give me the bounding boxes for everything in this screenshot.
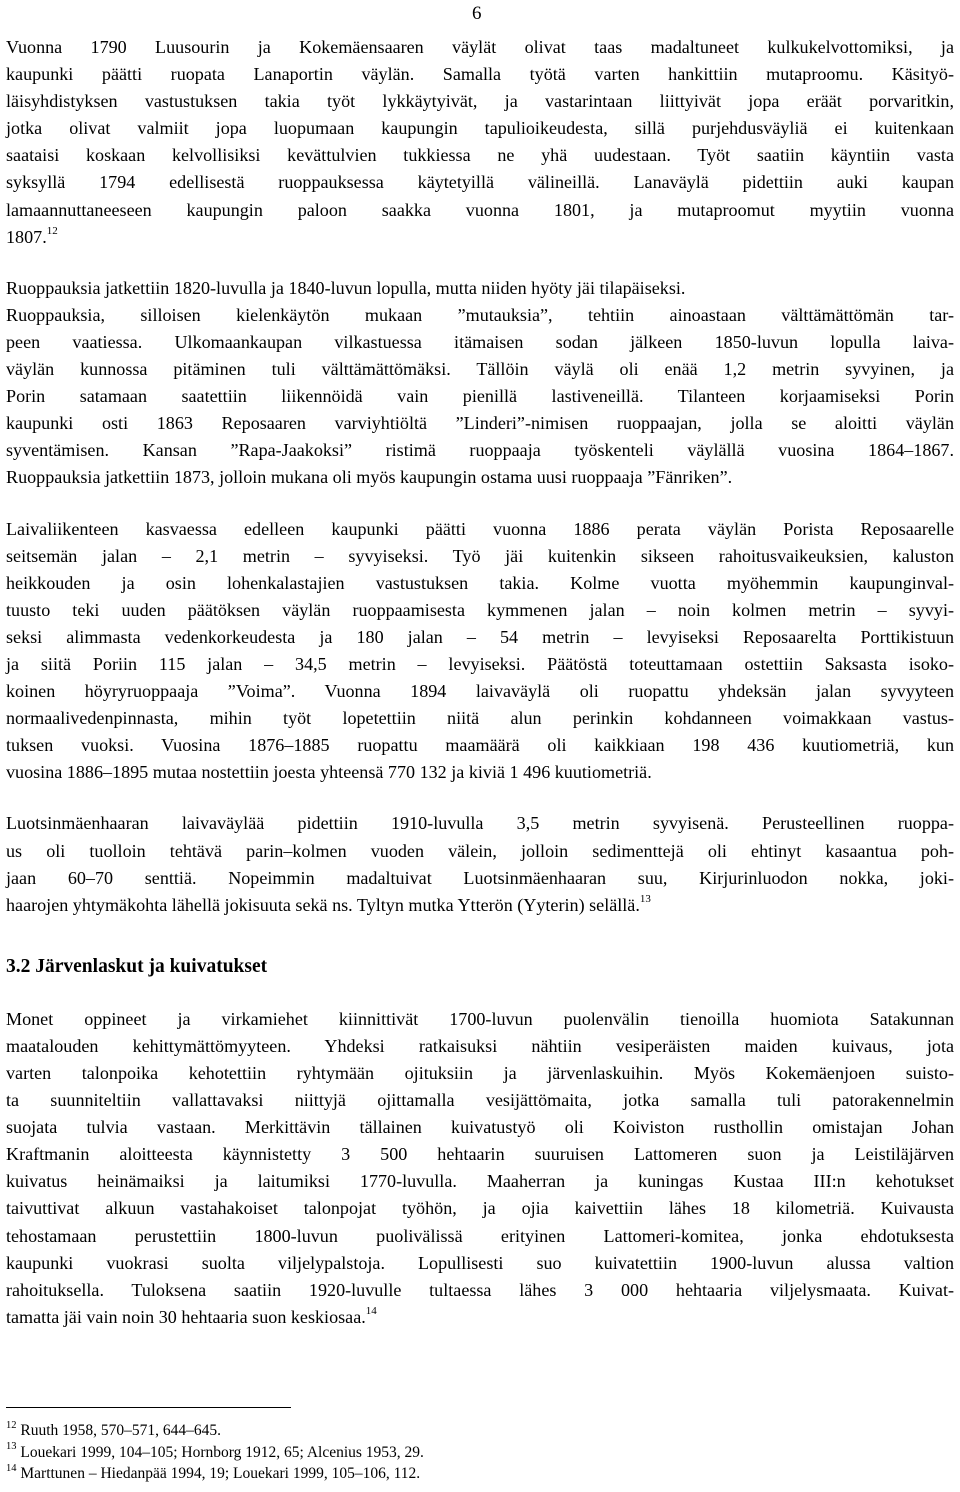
paragraph xyxy=(6,516,954,787)
text-line-last xyxy=(6,224,954,251)
text-line: kaupunki vuokrasi suolta viljelypalstoja. Lopullisesti suo kuivatettiin 1900-luvun alussa valtion xyxy=(6,1252,954,1273)
text-line-last xyxy=(6,892,954,919)
footnote xyxy=(6,1442,424,1464)
text-line: seksi alimmasta vedenkorkeudesta ja 180 jalan – 54 metrin – levyiseksi Reposaarelta Porttikistuun xyxy=(6,626,954,647)
footnote-text: Louekari 1999, 104–105; Hornborg 1912, 65; Alcenius 1953, 29. xyxy=(20,1443,424,1461)
footnote-text: Ruuth 1958, 570–571, 644–645. xyxy=(20,1422,222,1439)
footnote-number: 12 xyxy=(6,1419,17,1431)
text-line: koinen höyryruoppaaja ”Voima”. Vuonna 1894 laivaväylä oli ruopattu yhdeksän jalan syvyyteen xyxy=(6,681,954,702)
text-line: tehostamaan perustettiin 1800-luvun puolivälissä erityinen Lattomeri-komitea, jonka ehdotuksesta xyxy=(6,1225,954,1246)
text-line: ja siitä Poriin 115 jalan – 34,5 metrin – levyiseksi. Päätöstä toteuttamaan ostettiin Saksasta isoko- xyxy=(6,653,954,674)
text-line: Kraftmanin aloitteesta käynnistetty 3 500 hehtaarin suuruisen Lattomeren suon ja Leistiläjärven xyxy=(6,1144,954,1165)
text-line: Porin satamaan saatettiin liikennöidä vain pienillä lastiveneillä. Tilanteen korjaamiseksi Porin xyxy=(6,386,954,407)
page-number: 6 xyxy=(472,3,482,24)
text-line: syventämisen. Kansan ”Rapa-Jaakoksi” ristimä ruoppaaja työskenteli väylällä vuosina 1864–1867. xyxy=(6,440,954,461)
footnotes xyxy=(6,1420,424,1485)
paragraph xyxy=(6,1006,954,1331)
footnote-separator xyxy=(6,1407,291,1408)
footnote-reference[interactable]: 12 xyxy=(46,224,58,237)
footnote-reference[interactable]: 13 xyxy=(639,892,651,905)
text-line: Vuonna 1790 Luusourin ja Kokemäensaaren väylät olivat taas madaltuneet kulkukelvottomiksi, ja xyxy=(6,37,954,57)
text-line: kaupunki päätti ruopata Lanaportin väylän. Samalla työtä varten hankittiin mutaproomu. Käsityö- xyxy=(6,64,954,85)
text-line: tuusto teki uuden päätöksen väylän ruoppaamisesta kymmenen jalan – noin kolmen metrin – syvyi- xyxy=(6,599,954,620)
text-line: varten talonpoika kehotettiin ryhtymään ojituksiin ja järvenlaskuihin. Myös Kokemäenjoen suisto- xyxy=(6,1063,954,1083)
text-line: kaupunki osti 1863 Reposaaren varviyhtiöltä ”Linderi”-nimisen ruoppaajan, jolla se aloitti väylän xyxy=(6,413,954,434)
footnote-number: 14 xyxy=(6,1462,17,1474)
footnote xyxy=(6,1463,424,1485)
text-line: Laivaliikenteen kasvaessa edelleen kaupunki päätti vuonna 1886 perata väylän Porista Reposaarelle xyxy=(6,518,954,539)
text-line: us oli tuolloin tehtävä parin–kolmen vuoden välein, jolloin sedimenttejä oli ehtinyt kasaantua poh- xyxy=(6,840,954,861)
text-line: jaan 60–70 senttiä. Nopeimmin madaltuivat Luotsinmäenhaaran suu, Kirjurinluodon nokka, joki- xyxy=(6,867,954,888)
body-text xyxy=(6,34,954,1331)
paragraph xyxy=(6,275,954,492)
text-line-last xyxy=(6,1304,954,1331)
text-line: kuivatus heinämaiksi ja laitumiksi 1770-luvulla. Maaherran ja kuningas Kustaa III:n kehotukset xyxy=(6,1171,954,1192)
text-line: rahoituksella. Tuloksena saatiin 1920-luvulle tultaessa lähes 3 000 hehtaaria viljelysmaata. Kuivat- xyxy=(6,1279,954,1300)
text-line: väylän kunnossa pitäminen tuli välttämättömäksi. Tällöin väylä oli enää 1,2 metrin syvyinen, ja xyxy=(6,359,954,380)
text-line: heikkouden ja osin lohenkalastajien vastustuksen takia. Kolme vuotta myöhemmin kaupunginval- xyxy=(6,572,954,593)
text-line: Ruoppauksia jatkettiin 1820-luvulla ja 1840-luvun lopulla, mutta niiden hyöty jäi tilapäiseksi. xyxy=(6,277,686,298)
text-line: 1807. xyxy=(6,226,47,247)
footnote-text: Marttunen – Hiedanpää 1994, 19; Louekari 1999, 105–106, 112. xyxy=(20,1465,421,1482)
text-line: normaalivedenpinnasta, mihin työt lopetettiin niitä alun perinkin kohdanneen voimakkaan vastus- xyxy=(6,708,954,729)
text-line: haarojen yhtymäkohta lähellä jokisuuta sekä ns. Tyltyn mutka Ytterön (Yyterin) selällä. xyxy=(6,894,640,915)
paragraph xyxy=(6,810,954,918)
text-line: suojata tulvia vastaan. Merkittävin tällainen kuivatustyö oli Koiviston rusthollin omistajan Johan xyxy=(6,1117,954,1138)
text-line: Ruoppauksia, silloisen kielenkäytön mukaan ”mutauksia”, tehtiin ainoastaan välttämättömän tar- xyxy=(6,304,954,325)
text-line: tamatta jäi vain noin 30 hehtaaria suon keskiosaa. xyxy=(6,1306,366,1327)
text-line: jotka olivat valmiit jopa luopumaan kaupungin tapulioikeudesta, sillä purjehdusväyliä ei kuitenkaan xyxy=(6,118,954,139)
text-line: ta suunniteltiin vallattavaksi niittyjä ojittamalla vesijättömaita, jotka samalla tuli patorakennelmin xyxy=(6,1090,954,1111)
text-line: maatalouden kehittymättömyyteen. Yhdeksi ratkaisuksi nähtiin vesiperäisten maiden kuivaus, jota xyxy=(6,1035,954,1056)
text-line: läisyhdistyksen vastustuksen takia työt lykkäytyivät, ja vastarintaan liittyivät jopa eräät porvaritkin, xyxy=(6,91,954,112)
footnote xyxy=(6,1420,424,1442)
text-line: saataisi koskaan kelvollisiksi kevättulvien tukkiessa ne yhä uudestaan. Työt saatiin käyntiin vasta xyxy=(6,145,954,166)
text-line: lamaannuttaneeseen kaupungin paloon saakka vuonna 1801, ja mutaproomut myytiin vuonna xyxy=(6,199,954,220)
text-line: vuosina 1886–1895 mutaa nostettiin joesta yhteensä 770 132 ja kiviä 1 496 kuutiometriä. xyxy=(6,762,652,783)
text-line: Monet oppineet ja virkamiehet kiinnittivät 1700-luvun puolenvälin tienoilla huomiota Satakunnan xyxy=(6,1008,954,1029)
text-line: syksyllä 1794 edellisestä ruoppauksessa käytetyillä välineillä. Lanaväylä pidettiin auki kaupan xyxy=(6,172,954,193)
text-line: tuksen vuoksi. Vuosina 1876–1885 ruopattu maamäärä oli kaikkiaan 198 436 kuutiometriä, kun xyxy=(6,735,954,756)
text-line: seitsemän jalan – 2,1 metrin – syvyiseksi. Työ jäi kuitenkin sikseen rahoitusvaikeuksien, kaluston xyxy=(6,545,954,566)
text-line: peen vaatiessa. Ulkomaankaupan vilkastuessa itämaisen sodan jälkeen 1850-luvun lopulla laiva- xyxy=(6,331,954,352)
footnote-number: 13 xyxy=(6,1441,17,1453)
text-line: Luotsinmäenhaaran laivaväylää pidettiin 1910-luvulla 3,5 metrin syvyisenä. Perusteellinen ruoppa- xyxy=(6,813,954,834)
footnote-reference[interactable]: 14 xyxy=(365,1304,377,1317)
text-line: taivuttivat alkuun vastahakoiset talonpojat työhön, ja ojia kaivettiin lähes 18 kilometriä. Kuivausta xyxy=(6,1198,954,1219)
section-heading: 3.2 Järvenlaskut ja kuivatukset xyxy=(6,955,268,977)
text-line: Ruoppauksia jatkettiin 1873, jolloin mukana oli myös kaupungin ostama uusi ruoppaaja ”Fänriken”. xyxy=(6,467,733,488)
paragraph xyxy=(6,34,954,251)
